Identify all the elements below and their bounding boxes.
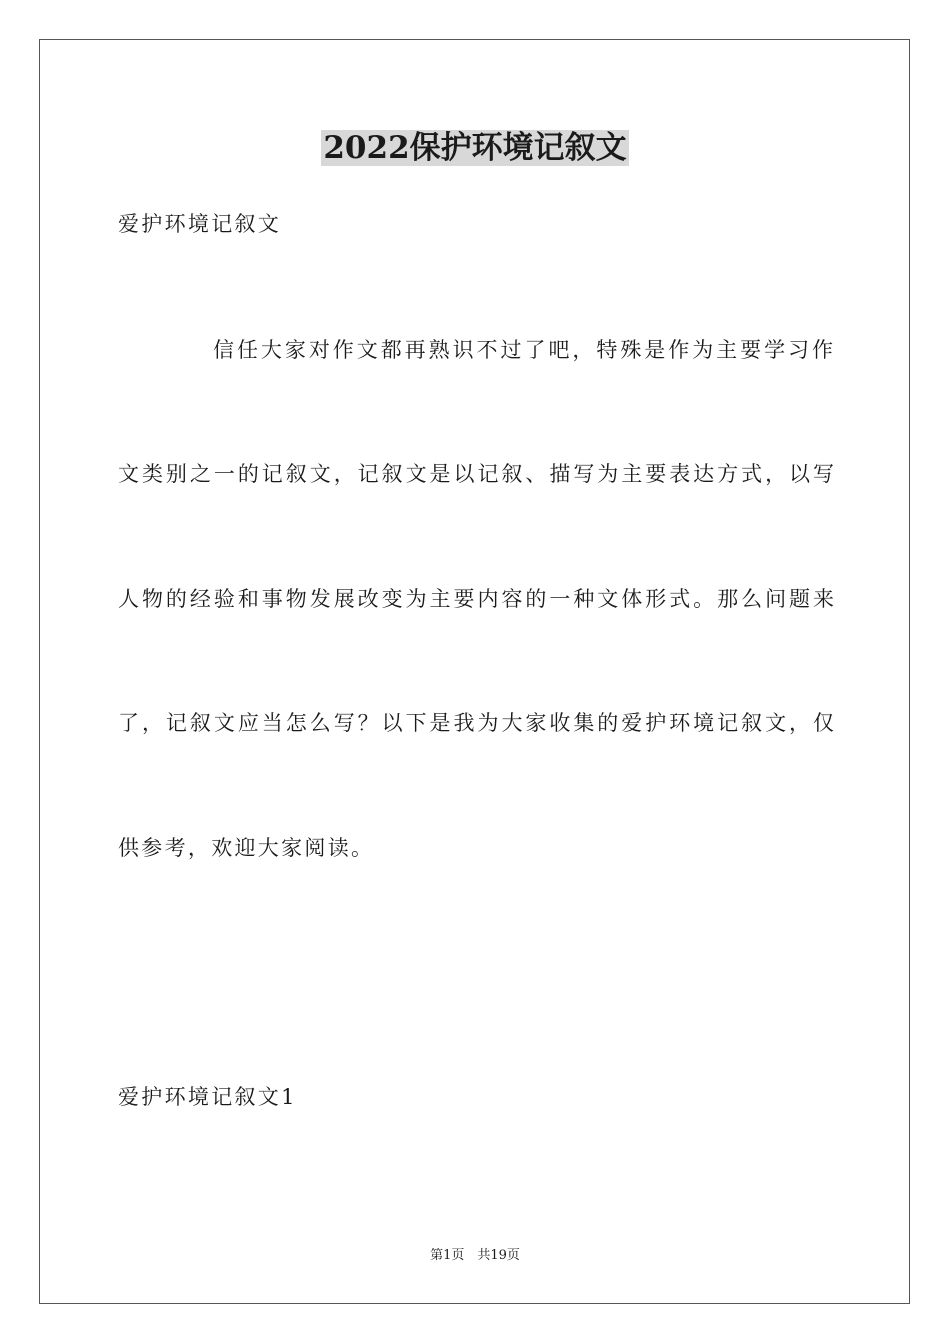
page-footer: 第1页 共19页 [430,1248,520,1263]
section-heading: 爱护环境记叙文1 [118,1085,297,1109]
document-title [0,128,950,168]
paragraph-line-1: 信任大家对作文都再熟识不过了吧，特殊是作为主要学习作 [213,338,833,362]
paragraph-line-2: 文类别之一的记叙文，记叙文是以记叙、描写为主要表达方式，以写 [118,462,834,486]
paragraph-line-3: 人物的经验和事物发展改变为主要内容的一种文体形式。那么问题来 [118,587,834,611]
paragraph-line-4: 了，记叙文应当怎么写？以下是我为大家收集的爱护环境记叙文，仅 [118,711,834,735]
paragraph-line-5: 供参考，欢迎大家阅读。 [118,836,375,860]
document-subtitle: 爱护环境记叙文 [118,212,282,236]
document-title-text: 2022保护环境记叙文 [323,130,627,166]
